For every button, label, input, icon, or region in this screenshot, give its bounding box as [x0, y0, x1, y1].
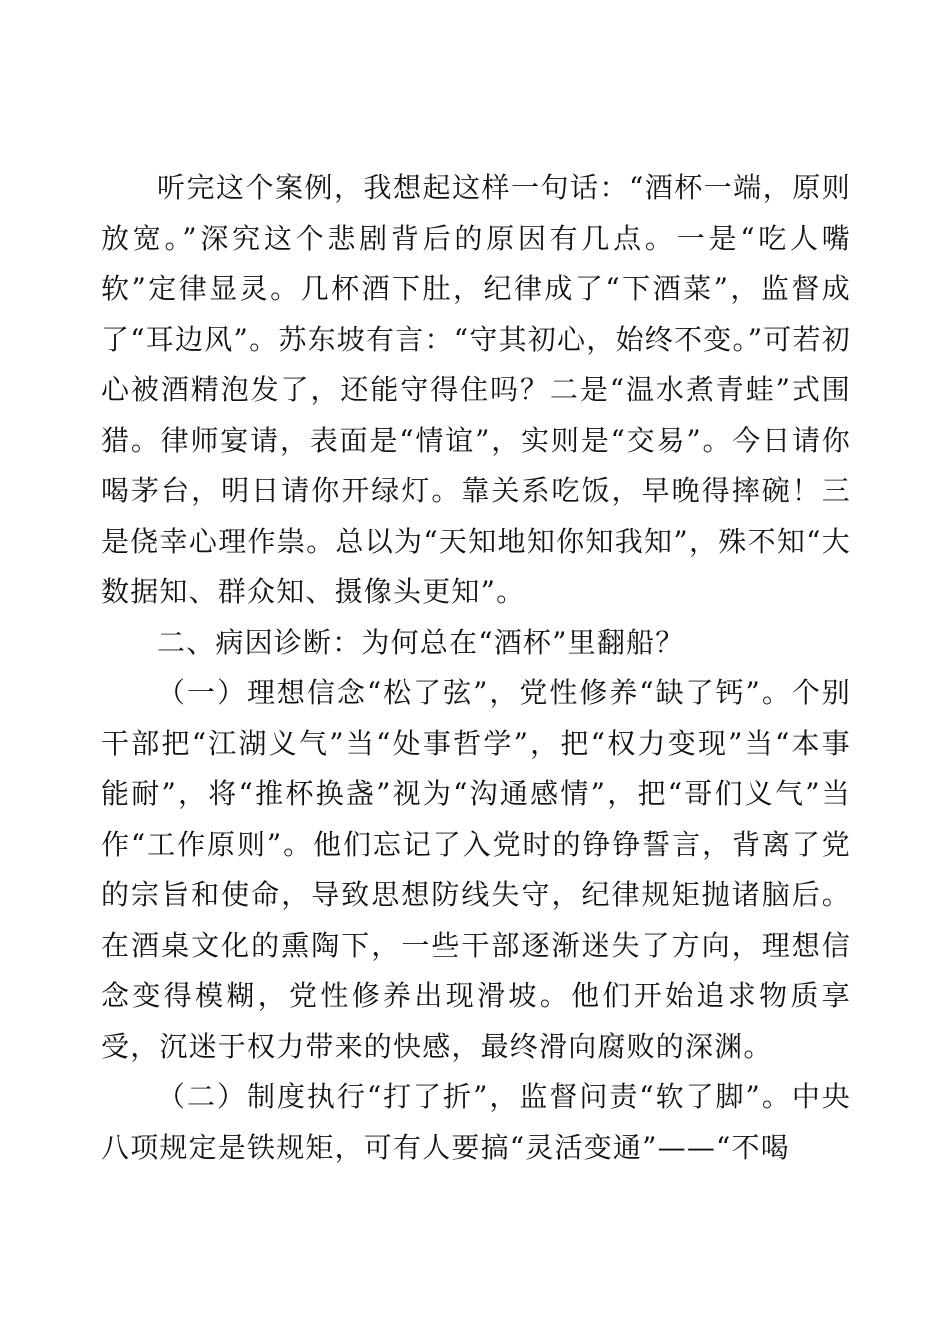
paragraph-system-execution: （二）制度执行“打了折”，监督问责“软了脚”。中央八项规定是铁规矩，可有人要搞“灵活变通”——“不喝 [101, 1080, 851, 1164]
section-heading-diagnosis: 二、病因诊断：为何总在“酒杯”里翻船？ [157, 625, 685, 659]
document-body [101, 163, 851, 1173]
paragraph-ideals-belief: （一）理想信念“松了弦”，党性修养“缺了钙”。个别干部把“江湖义气”当“处事哲学”，把“权力变现”当“本事能耐”，将“推杯换盏”视为“沟通感情”，把“哥们义气”当作“工作原则”。他们忘记了入党时的铮铮誓言，背离了党的宗旨和使命，导致思想防线失守，纪律规矩抛诸脑后。在酒桌文化的熏陶下，一些干部逐渐迷失了方向，理想信念变得模糊，党性修养出现滑坡。他们开始追求物质享受，沉迷于权力带来的快感，最终滑向腐败的深渊。 [101, 676, 851, 1063]
paragraph-case-reflection: 听完这个案例，我想起这样一句话：“酒杯一端，原则放宽。”深究这个悲剧背后的原因有几点。一是“吃人嘴软”定律显灵。几杯酒下肚，纪律成了“下酒菜”，监督成了“耳边风”。苏东坡有言：“守其初心，始终不变。”可若初心被酒精泡发了，还能守得住吗？二是“温水煮青蛙”式围猎。律师宴请，表面是“情谊”，实则是“交易”。今日请你喝茅台，明日请你开绿灯。靠关系吃饭，早晚得摔碗！三是侥幸心理作祟。总以为“天知地知你知我知”，殊不知“大数据知、群众知、摄像头更知”。 [101, 171, 851, 608]
